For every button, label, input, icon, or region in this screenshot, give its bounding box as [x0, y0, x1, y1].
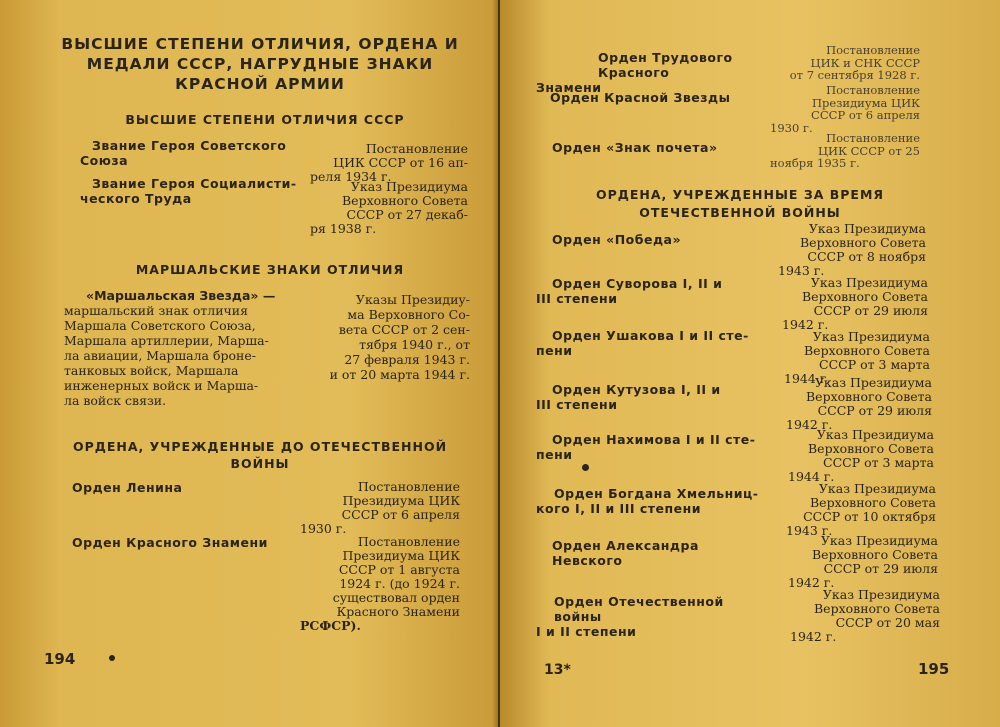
order-red-banner-label: Орден Красного Знамени	[72, 535, 268, 550]
label-line: III степени	[536, 397, 618, 412]
label-line: маршальский знак отличия	[64, 303, 249, 318]
ref-line: Постановление	[826, 131, 920, 145]
main-title	[50, 34, 470, 94]
label-line: Орден Отечественной войны	[554, 594, 724, 624]
ref-line: Верховного Совета	[814, 601, 940, 616]
label-line: Звание Героя Советского	[92, 138, 287, 153]
section-title-marshal-insignia: МАРШАЛЬСКИЕ ЗНАКИ ОТЛИЧИЯ	[135, 262, 405, 277]
ink-dot	[582, 464, 589, 471]
ref-line: СССР от 6 апреля	[811, 108, 920, 122]
ref-line: СССР от 29 июля	[823, 561, 938, 576]
ref-line: 1943 г.	[786, 523, 833, 538]
ref-line: Президиума ЦИК	[811, 95, 920, 110]
ref-line: Постановление	[357, 534, 460, 549]
ref-line: Верховного Совета	[808, 441, 934, 456]
ref-line: СССР от 29 июля	[813, 303, 928, 318]
label-line: Орден Нахимова I и II сте-	[552, 432, 756, 447]
signature-mark: 13*	[544, 662, 571, 678]
ref-line: РСФСР).	[300, 618, 361, 633]
label-line: Звание Героя Социалисти-	[92, 176, 297, 191]
label-line: III степени	[536, 291, 618, 306]
label-line: I и II степени	[536, 624, 637, 639]
ref-line: 1942 г.	[782, 317, 829, 332]
ref-line: Указ Президиума	[814, 375, 932, 390]
main-title-line: КРАСНОЙ АРМИИ	[175, 75, 345, 93]
ref-line: Верховного Совета	[804, 343, 930, 358]
order-nakhimov-reference	[788, 428, 934, 484]
label-line: Маршала Советского Союза,	[64, 318, 256, 333]
label-line: Знамени	[536, 80, 602, 95]
hero-soviet-union-label	[80, 138, 300, 168]
ref-line: Указ Президиума	[812, 329, 930, 344]
right-page	[500, 0, 1000, 727]
marshal-star-reference	[305, 292, 470, 382]
label-line: «Маршальская Звезда» —	[86, 288, 276, 303]
order-patriotic-war-reference	[790, 588, 940, 644]
marshal-star-label	[64, 288, 296, 408]
hero-soviet-union-reference	[310, 142, 468, 184]
ref-line: Указ Президиума	[808, 221, 926, 236]
ref-line: Верховного Совета	[810, 495, 936, 510]
ref-line: 1943 г.	[778, 263, 825, 278]
ref-line: существовал орден	[332, 590, 460, 605]
order-victory-label: Орден «Победа»	[552, 232, 682, 247]
ref-line: 1942 г.	[786, 417, 833, 432]
order-kutuzov-reference	[786, 376, 932, 432]
ref-line: Красного Знамени	[336, 604, 460, 619]
ref-line: Постановление	[357, 479, 460, 494]
label-line: Союза	[80, 153, 129, 168]
ref-line: 1930 г.	[770, 120, 813, 135]
ref-line: СССР от 1 августа	[338, 562, 460, 577]
ref-line: Верховного Совета	[342, 193, 468, 208]
order-red-banner-reference	[300, 535, 460, 633]
section-title-prewar-orders	[50, 438, 470, 472]
ref-line: Президиума ЦИК	[342, 548, 460, 563]
ref-line: ЦИК и СНК СССР	[810, 55, 920, 70]
label-line: Орден Кутузова I, II и	[552, 382, 721, 397]
title-line: ОРДЕНА, УЧРЕЖДЕННЫЕ ЗА ВРЕМЯ	[595, 187, 885, 202]
label-line: Орден Трудового Красного	[598, 50, 733, 80]
label-line: танковых войск, Маршала	[64, 363, 239, 378]
ref-line: Указ Президиума	[820, 533, 938, 548]
label-line: ла авиации, Маршала броне-	[64, 348, 256, 363]
label-line: Орден Богдана Хмельниц-	[554, 486, 759, 501]
order-nevsky-reference	[788, 534, 938, 590]
ref-line: ма Верховного Со-	[347, 307, 470, 322]
order-suvorov-label	[536, 276, 766, 306]
order-red-star-reference	[770, 84, 920, 134]
order-labor-red-banner-reference	[768, 44, 920, 82]
label-line: Орден Суворова I, II и	[552, 276, 723, 291]
ref-line: и от 20 марта 1944 г.	[329, 367, 470, 382]
label-line: пени	[536, 343, 573, 358]
ref-line: Президиума ЦИК	[342, 493, 460, 508]
order-nakhimov-label	[536, 432, 766, 462]
label-line: Орден Ушакова I и II сте-	[552, 328, 749, 343]
ref-line: Верховного Совета	[806, 389, 932, 404]
section-title-wartime-orders	[540, 186, 940, 222]
hero-socialist-labor-reference	[310, 180, 468, 236]
order-patriotic-war-label	[536, 594, 768, 639]
order-badge-of-honor-reference	[770, 132, 920, 170]
left-page	[0, 0, 498, 727]
ref-line: 27 февраля 1943 г.	[344, 352, 470, 367]
order-lenin-reference	[300, 480, 460, 536]
ref-line: вета СССР от 2 сен-	[338, 322, 470, 337]
ink-dot	[109, 655, 115, 661]
ref-line: 1942 г.	[790, 629, 837, 644]
label-line: ческого Труда	[80, 191, 192, 206]
order-suvorov-reference	[782, 276, 928, 332]
ref-line: Указ Президиума	[816, 427, 934, 442]
order-lenin-label: Орден Ленина	[72, 480, 183, 495]
ref-line: СССР от 8 ноября	[807, 249, 926, 264]
page-number-right: 195	[918, 660, 950, 678]
ref-line: Верховного Совета	[800, 235, 926, 250]
order-kutuzov-label	[536, 382, 766, 412]
ref-line: ря 1938 г.	[310, 221, 377, 236]
ref-line: Указы Президиу-	[355, 292, 470, 307]
hero-socialist-labor-label	[80, 176, 300, 206]
ref-line: СССР от 10 октября	[803, 509, 936, 524]
order-khmelnitsky-reference	[786, 482, 936, 538]
ref-line: 1930 г.	[300, 521, 347, 536]
ref-line: ЦИК СССР от 16 ап-	[333, 155, 468, 170]
ref-line: Постановление	[826, 43, 920, 57]
order-badge-of-honor-label: Орден «Знак почета»	[552, 140, 718, 155]
order-khmelnitsky-label	[536, 486, 768, 516]
ref-line: 1942 г.	[788, 575, 835, 590]
ref-line: СССР от 29 июля	[817, 403, 932, 418]
ref-line: 1944 г.	[784, 371, 831, 386]
order-nevsky-label: Орден Александра Невского	[552, 538, 699, 568]
ref-line: СССР от 20 мая	[835, 615, 940, 630]
title-line: ВОЙНЫ	[230, 456, 290, 471]
order-ushakov-label	[536, 328, 766, 358]
ref-line: Указ Президиума	[822, 587, 940, 602]
ref-line: 1924 г. (до 1924 г.	[339, 576, 460, 591]
main-title-line: ВЫСШИЕ СТЕПЕНИ ОТЛИЧИЯ, ОРДЕНА И	[61, 35, 459, 53]
order-victory-reference	[778, 222, 926, 278]
ref-line: ЦИК СССР от 25	[818, 143, 920, 158]
page-number-left: 194	[44, 650, 76, 668]
ref-line: Постановление	[365, 141, 468, 156]
ref-line: Верховного Совета	[802, 289, 928, 304]
ref-line: реля 1934 г.	[310, 169, 392, 184]
ref-line: 1944 г.	[788, 469, 835, 484]
ref-line: Указ Президиума	[810, 275, 928, 290]
label-line: кого I, II и III степени	[536, 501, 702, 516]
main-title-line: МЕДАЛИ СССР, НАГРУДНЫЕ ЗНАКИ	[86, 55, 434, 73]
ref-line: Верховного Совета	[812, 547, 938, 562]
ref-line: Постановление	[826, 83, 920, 97]
label-line: инженерных войск и Марша-	[64, 378, 259, 393]
label-line: Маршала артиллерии, Марша-	[64, 333, 269, 348]
title-line: ОТЕЧЕСТВЕННОЙ ВОЙНЫ	[639, 205, 841, 220]
order-red-star-label: Орден Красной Звезды	[550, 90, 731, 105]
section-title-highest-distinctions: ВЫСШИЕ СТЕПЕНИ ОТЛИЧИЯ СССР	[125, 112, 405, 127]
ref-line: ноября 1935 г.	[770, 156, 860, 170]
ref-line: тября 1940 г., от	[359, 337, 470, 352]
title-line: ОРДЕНА, УЧРЕЖДЕННЫЕ ДО ОТЕЧЕСТВЕННОЙ	[72, 439, 448, 454]
label-line: ла войск связи.	[64, 393, 167, 408]
ref-line: СССР от 3 марта	[823, 455, 934, 470]
ref-line: СССР от 27 декаб-	[346, 207, 468, 222]
label-line: пени	[536, 447, 573, 462]
ref-line: СССР от 6 апреля	[341, 507, 460, 522]
ref-line: Указ Президиума	[818, 481, 936, 496]
ref-line: от 7 сентября 1928 г.	[789, 68, 920, 82]
order-labor-red-banner-label	[536, 50, 756, 95]
ref-line: СССР от 3 марта	[819, 357, 930, 372]
ref-line: Указ Президиума	[350, 179, 468, 194]
